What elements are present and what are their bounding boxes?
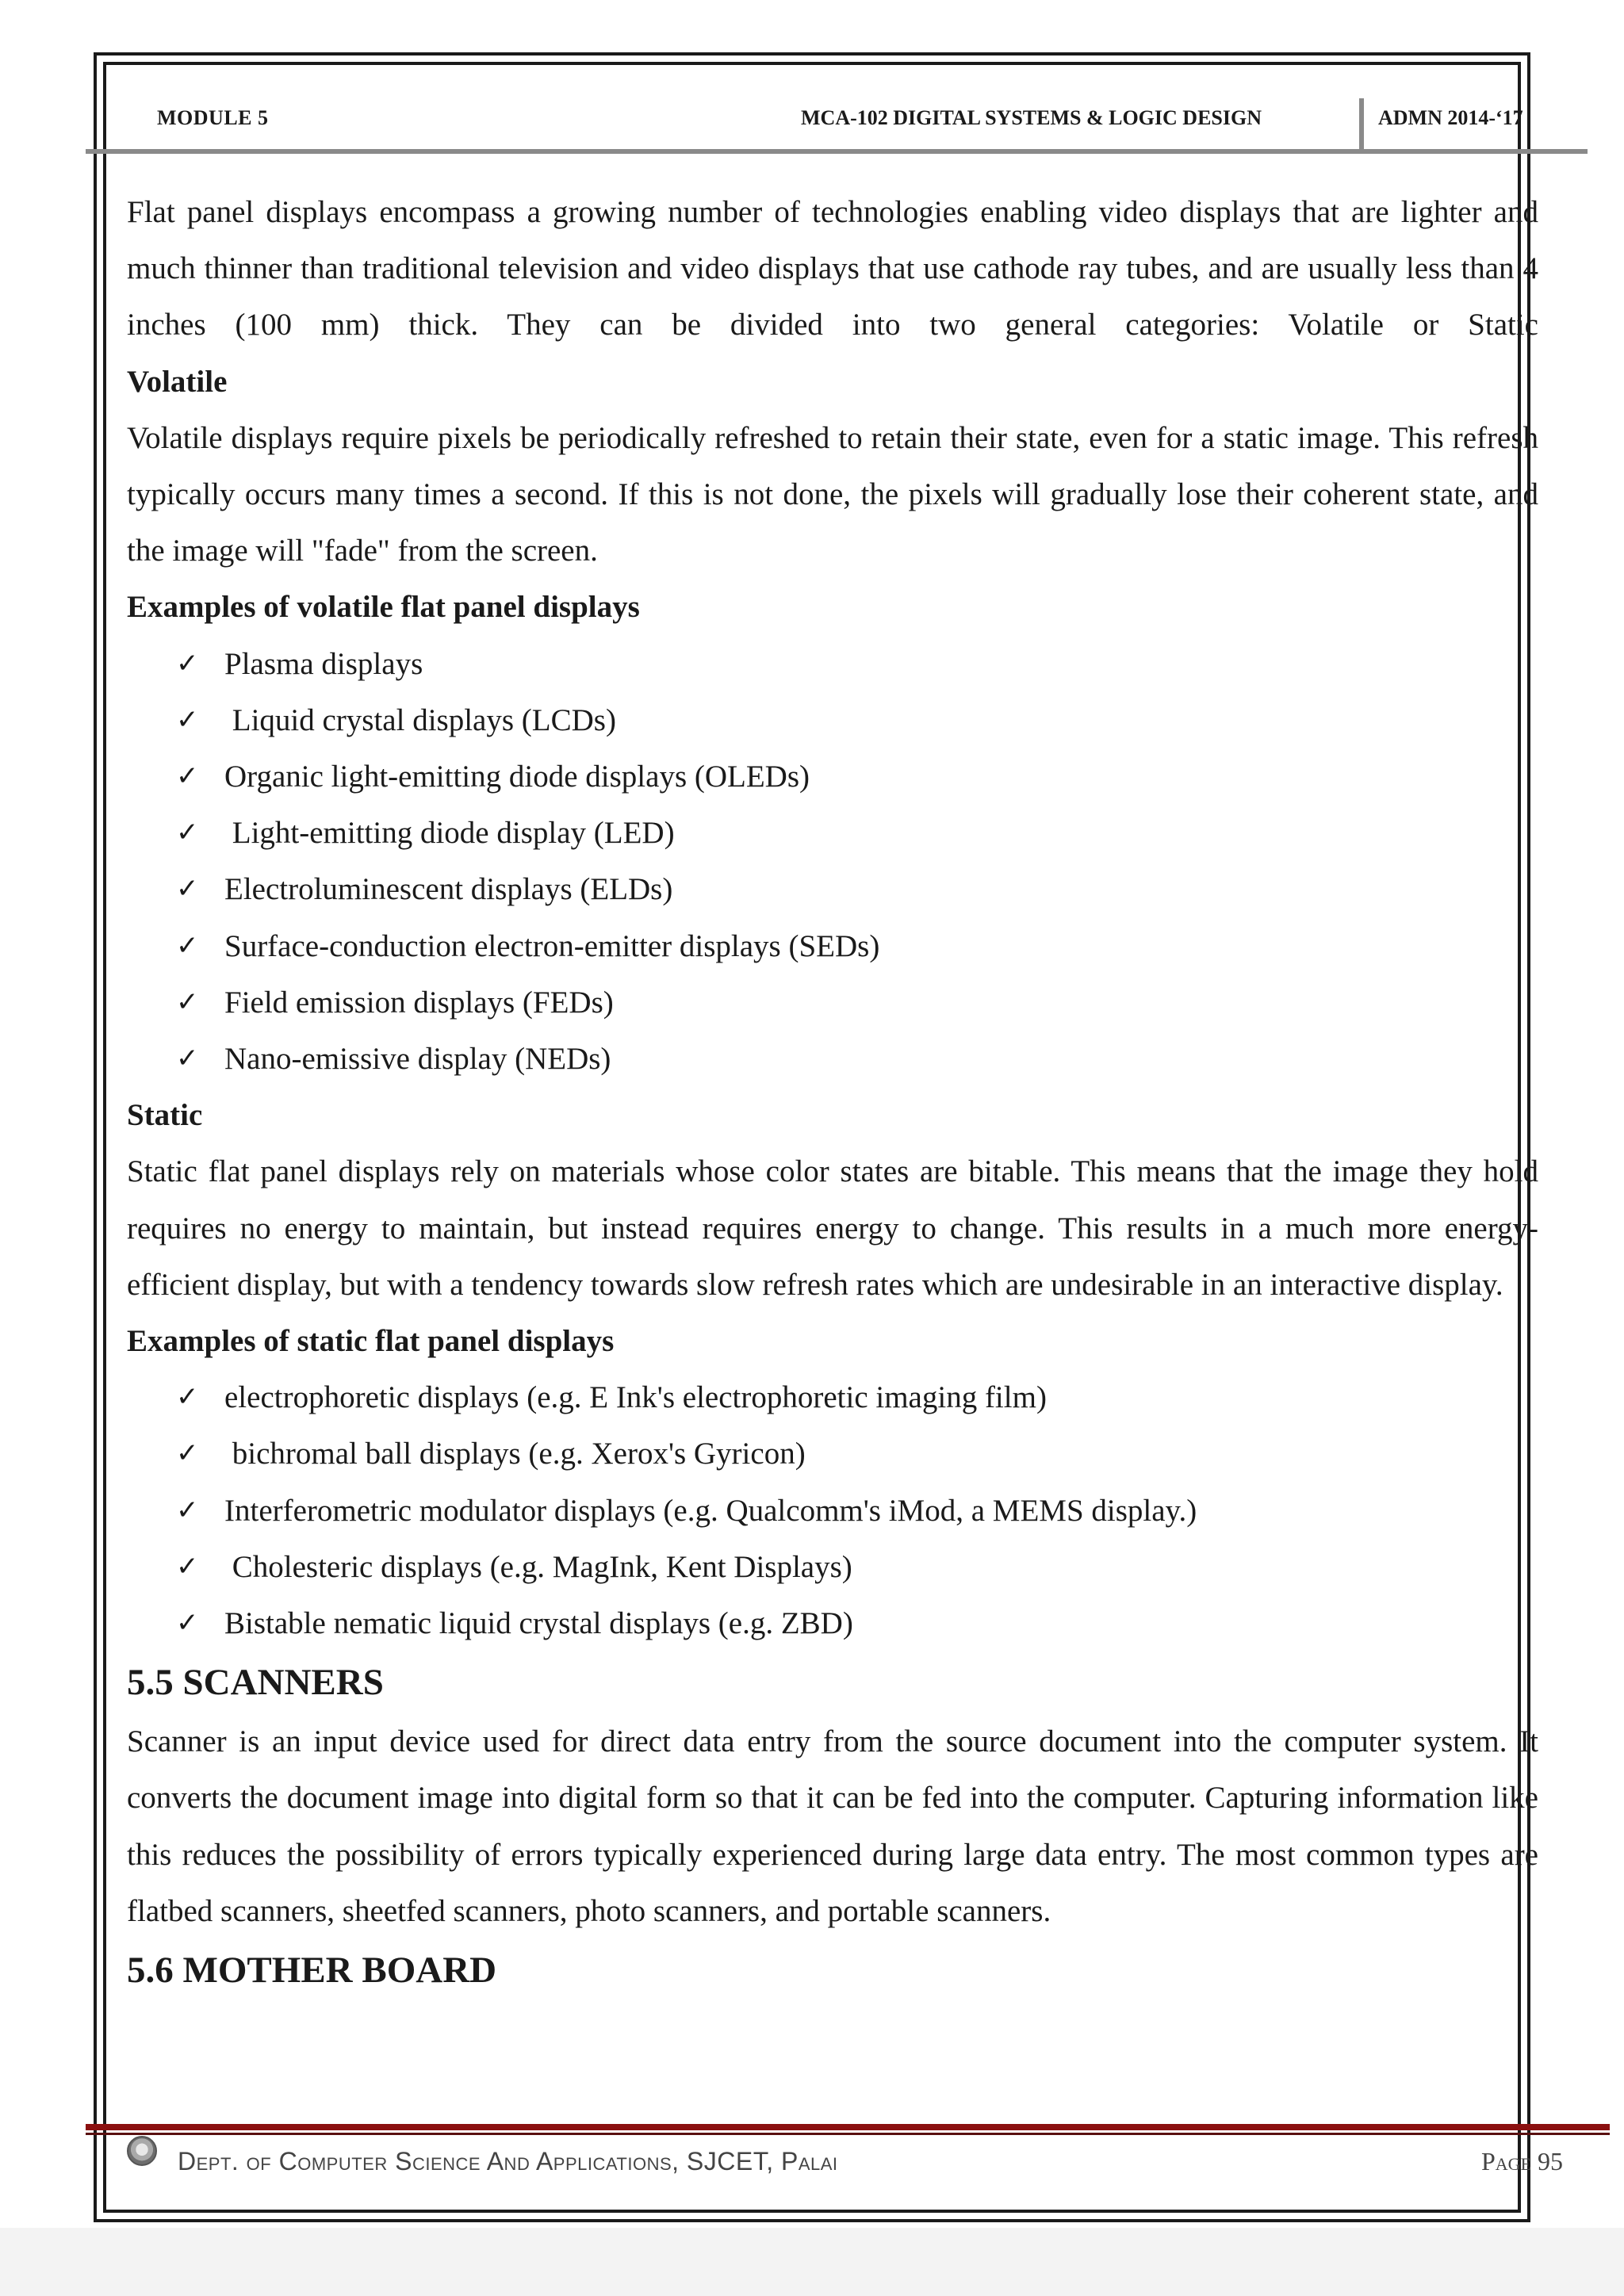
check-mark-icon: ✓ bbox=[176, 929, 199, 962]
footer-rule bbox=[86, 2124, 1610, 2130]
scanners-heading: 5.5 SCANNERS bbox=[127, 1662, 384, 1704]
header-rule bbox=[86, 149, 1588, 154]
footer-department: Dept. of Computer Science And Applications, SJCET, Palai bbox=[178, 2147, 838, 2175]
check-mark-icon: ✓ bbox=[176, 1494, 199, 1526]
page-content bbox=[127, 184, 1538, 2001]
check-mark-icon: ✓ bbox=[176, 1043, 199, 1075]
list-item: ✓ Bistable nematic liquid crystal displays (e.g. ZBD) bbox=[127, 1595, 1538, 1651]
footer-rule-shadow bbox=[86, 2133, 1610, 2135]
volatile-examples-heading: Examples of volatile flat panel displays bbox=[127, 590, 640, 625]
list-item: ✓ Liquid crystal displays (LCDs) bbox=[127, 692, 1538, 748]
list-item: ✓ Surface-conduction electron-emitter displays (SEDs) bbox=[127, 918, 1538, 974]
static-examples-list bbox=[127, 1369, 1538, 1651]
header-separator bbox=[1359, 98, 1364, 151]
volatile-heading: Volatile bbox=[127, 364, 228, 399]
list-item: ✓ Cholesteric displays (e.g. MagInk, Kent Displays) bbox=[127, 1539, 1538, 1595]
check-mark-icon: ✓ bbox=[176, 760, 199, 793]
header-course: MCA-102 DIGITAL SYSTEMS & LOGIC DESIGN bbox=[801, 106, 1262, 129]
motherboard-heading: 5.6 MOTHER BOARD bbox=[127, 1950, 497, 1992]
page-number: Page 95 bbox=[1481, 2147, 1564, 2175]
header-admission: ADMN 2014-‘17 bbox=[1378, 106, 1523, 129]
list-item: ✓ Field emission displays (FEDs) bbox=[127, 974, 1538, 1031]
page-bottom-margin bbox=[0, 2228, 1624, 2296]
check-mark-icon: ✓ bbox=[176, 1550, 199, 1582]
static-examples-heading: Examples of static flat panel displays bbox=[127, 1324, 615, 1359]
list-item: ✓ Electroluminescent displays (ELDs) bbox=[127, 861, 1538, 917]
list-item: ✓ Organic light-emitting diode displays (OLEDs) bbox=[127, 748, 1538, 805]
list-item: ✓ Light-emitting diode display (LED) bbox=[127, 805, 1538, 861]
check-mark-icon: ✓ bbox=[176, 1607, 199, 1640]
header-module: MODULE 5 bbox=[157, 106, 269, 129]
check-mark-icon: ✓ bbox=[176, 1381, 199, 1414]
college-seal-icon bbox=[127, 2136, 157, 2166]
list-item: ✓ Interferometric modulator displays (e.g. Qualcomm's iMod, a MEMS display.) bbox=[127, 1483, 1538, 1539]
volatile-paragraph: Volatile displays require pixels be periodically refreshed to retain their state, even for a static image. This refresh typically occurs many times a second. If this is not done, the pixels will gradually lose their coherent state, and the image will "fade" from the screen. bbox=[127, 420, 1538, 568]
volatile-examples-list bbox=[127, 636, 1538, 1088]
check-mark-icon: ✓ bbox=[176, 703, 199, 736]
intro-paragraph: Flat panel displays encompass a growing number of technologies enabling video displays that are lighter and much thinner than traditional television and video displays that use cathode ray tubes, and are usually less than 4 inches (100 mm) thick. They can be divided into two general categories: Volatile or Static bbox=[127, 195, 1538, 342]
list-item: ✓ Plasma displays bbox=[127, 636, 1538, 692]
check-mark-icon: ✓ bbox=[176, 817, 199, 849]
static-paragraph: Static flat panel displays rely on materials whose color states are bitable. This means that the image they hold requires no energy to maintain, but instead requires energy to change. This results in a much more energy-efficient display, but with a tendency towards slow refresh rates which are undesirable in an interactive display. bbox=[127, 1154, 1538, 1302]
check-mark-icon: ✓ bbox=[176, 873, 199, 905]
list-item: ✓ bichromal ball displays (e.g. Xerox's Gyricon) bbox=[127, 1425, 1538, 1482]
static-heading: Static bbox=[127, 1098, 203, 1133]
check-mark-icon: ✓ bbox=[176, 1437, 199, 1470]
list-item: ✓ Nano-emissive display (NEDs) bbox=[127, 1031, 1538, 1087]
check-mark-icon: ✓ bbox=[176, 985, 199, 1018]
list-item: ✓ electrophoretic displays (e.g. E Ink's electrophoretic imaging film) bbox=[127, 1369, 1538, 1425]
scanners-paragraph: Scanner is an input device used for direct data entry from the source document into the computer system. It converts the document image into digital form so that it can be fed into the computer. Capturing information like this reduces the possibility of errors typically experienced during large data entry. The most common types are flatbed scanners, sheetfed scanners, photo scanners, and portable scanners. bbox=[127, 1724, 1538, 1928]
check-mark-icon: ✓ bbox=[176, 647, 199, 679]
